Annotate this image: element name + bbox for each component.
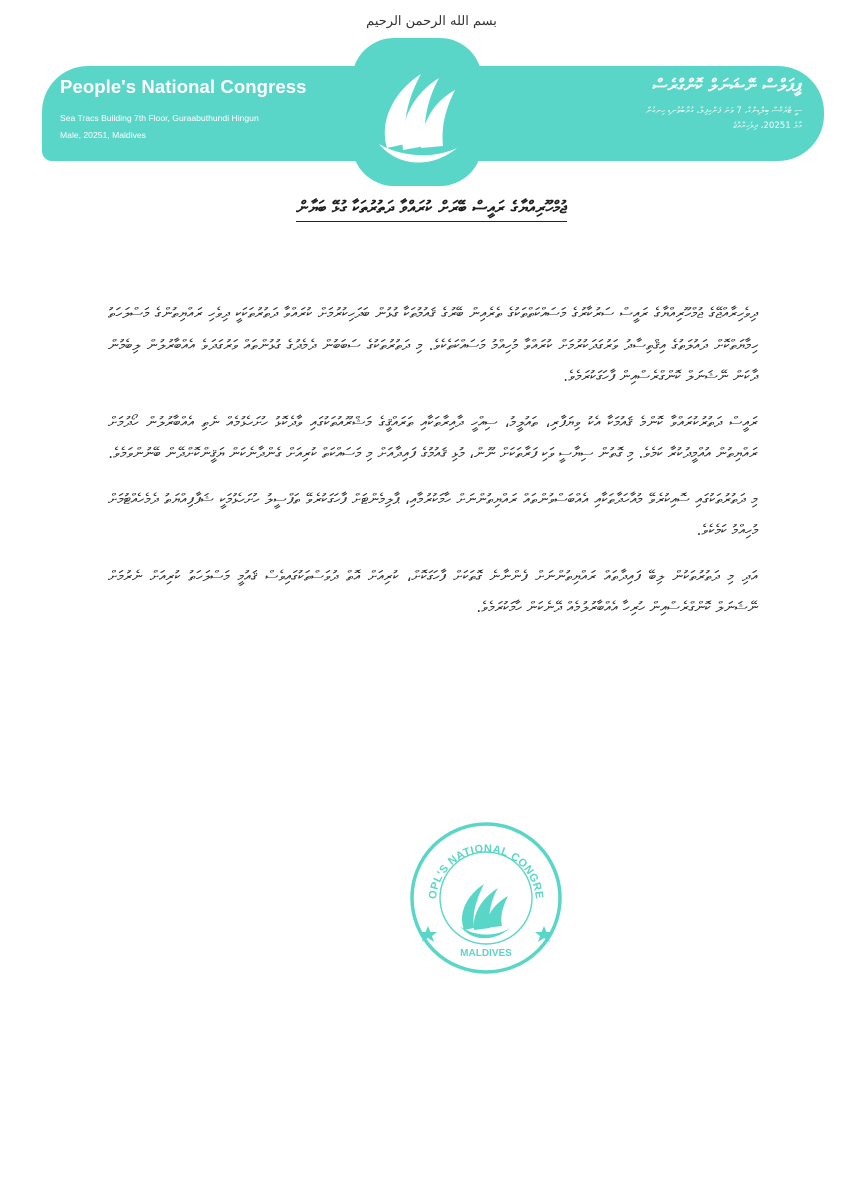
letter-body	[108, 298, 758, 638]
letter-title-text: ޖުމްހޫރިއްޔާގެ ރައީސް ބޭރަށް ކުރައްވާ ދަތުރުތަކާ ގުޅޭ ބަޔާން	[296, 198, 566, 222]
letterhead-dhivehi	[517, 76, 802, 134]
seal-bottom-text: MALDIVES	[460, 948, 512, 959]
org-name-dhivehi: ޕީޕަލްސް ނޭޝަނަލް ކޮންގްރެސް	[652, 76, 802, 96]
star-icon	[419, 926, 437, 942]
paragraph: އަދި މި ދަތުރުތަކުން ލިބޭ ފައިދާތައް ރައްޔިތުންނަށް ފެންނާނެ ގޮތަކަށް ފާހަގަކޮށް، ކުރިއަށް އޮތް ދުވަސްތަކުގައިވެސް ޤައުމީ މަސްލަހަތު ކުރިއަށް ނެރުމަށް ނޭޝަނަލް ކޮންގްރެސްއިން ހުރިހާ އެއްބާރުލުމެއް ދޭނެކަން ހާމަކުރަމެވެ.	[108, 566, 758, 616]
star-icon	[535, 926, 553, 942]
letter-title	[0, 198, 863, 218]
org-name-english: People's National Congress	[60, 76, 307, 97]
pnc-bird-logo-icon	[460, 884, 510, 938]
seal-graphic	[406, 818, 566, 978]
bismillah: بسم الله الرحمن الرحيم	[366, 14, 497, 29]
seal-arc-text: OPL'S NATIONAL CONGRE	[426, 842, 546, 900]
address-line-2: Male, 20251, Maldives	[60, 130, 146, 140]
paragraph: ދިވެހިރާއްޖޭގެ ޖުމްހޫރިއްޔާގެ ރައީސް ސަރުކާރުގެ މަސައްކަތްތަކުގެ ތެރެއިން ބޭރުގެ ޤައުމުތަކާ ގުޅުން ބަދަހިކުރުމަށް ކުރައްވާ ދަތުރުތަކަކީ ދިވެހި ރައްޔިތުންގެ މަސްލަހަތު ހިމާޔަތްކޮށް ދައުލަތުގެ އިޤްތިސާދު ވަރުގަދަކުރުމަށް ކުރައްވާ މުހިއްމު މަސައްކަތެކެވެ. މި ދަތުރުތަކުގެ ސަބަބުން ދެމެދުގެ ގުޅުންތައް ވަރުގަދަވެ އެއްބާރުލުން ލިބެމުން ދާކަން ނޭޝަނަލް ކޮންގްރެސްއިން ފާހަގަކުރަމެވެ.	[108, 304, 758, 385]
address-dv-line-2: މާލެ 20251، ދިވެހިރާއްޖެ	[733, 121, 802, 131]
address-dv-line-1: ސީ ޓްރެކްސް ބިލްޑިންގް، 7 ވަނަ ފަންގިފިލާ، ގުރާބުތުނޑި ހިނގުން	[645, 106, 802, 116]
letterhead-english	[60, 76, 360, 144]
paragraph: ރައީސް ދަތުރުކުރައްވާ ކޮންމެ ޤައުމަކާ އެކު ވިޔަފާރި، ތައުލީމު، ސިއްހީ ދާއިރާތަކާއި ތަރައްޤީގެ މަޝްރޫއުތަކުގައި ވާދެކޮޅު ހުށަހެޅުމެއް ނެތި އެއްބާރުލުން ހޯދުމަށް ރައްޔިތުން އުއްމީދުކުރާ ކަމެވެ. މި ގޮތުން ސިޔާސީ ވަކި ފަރާތަކަށް ނޫން، މުޅި ޤައުމުގެ ފައިދާއަށް މި މަސައްކަތް ކުރިއަށް ގެންދާނެކަން ޔަޤީންކޮށްދޭން ބޭނުންވަމެވެ.	[108, 412, 758, 462]
pnc-bird-logo-icon	[369, 52, 465, 172]
address-line-1: Sea Tracs Building 7th Floor, Guraabuthundi Hingun	[60, 113, 259, 123]
address-dhivehi	[517, 104, 802, 134]
letterhead-emblem	[352, 38, 482, 186]
party-seal	[406, 818, 566, 978]
address-english	[60, 110, 360, 144]
paragraph: މި ދަތުރުތަކުގައި ސޮއިކުރެވޭ މުއާހަދާތަކާއި އެއްބަސްވުންތައް ރައްޔިތުންނަށް ހާމަކުރުމާއި، ޕާލިމެންޓަށް ފާހަގަކުރެވޭ ތަފްސީލު ހުށަހެޅުމަކީ ޝަފާފިއްޔަތު ދެމެހެއްޓުމަށް މުހިއްމު ކަމެކެވެ.	[108, 489, 758, 539]
